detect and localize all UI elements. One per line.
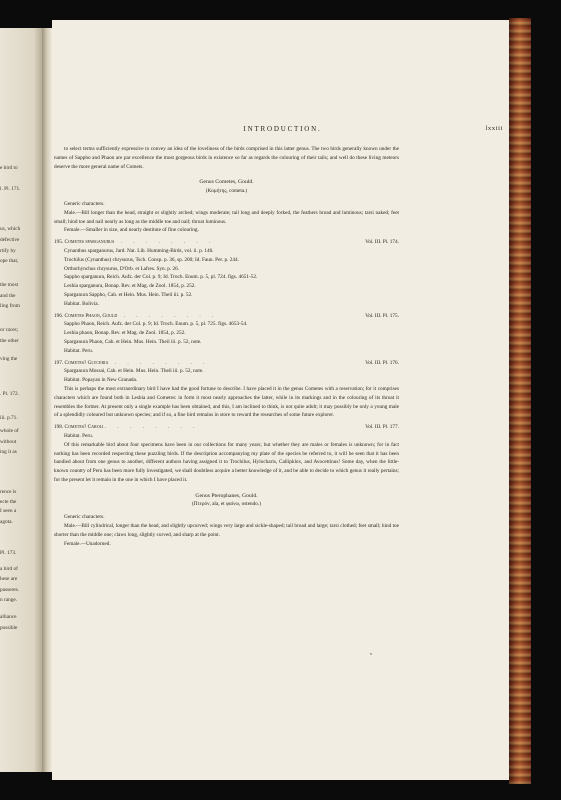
- generic-characters-label: Generic characters.: [64, 200, 105, 207]
- leader-dots: . . . . . . . .: [114, 239, 216, 246]
- margin-fragment: iii. p.71.: [0, 415, 18, 421]
- species-title: 195. Cometes sparganurus: [54, 239, 115, 246]
- left-page-fragment: [0, 28, 42, 772]
- synonym-line: Cynanthus sparganurus, Jard. Nat. Lib. Humming-Birds, vol. ii. p. 146.: [64, 247, 214, 254]
- synonym-line: Lesbia phaon, Bonap. Rev. et Mag. de Zool. 1854, p. 252.: [64, 330, 186, 337]
- species-entry: [54, 312, 399, 356]
- signature-mark: v: [370, 651, 373, 656]
- margin-fragment: rence is: [0, 489, 17, 495]
- margin-fragment: ecte the: [0, 499, 17, 505]
- habitat-line: Habitat. Bolivia.: [64, 300, 99, 307]
- genus-etymology-cometes: (Κομήτης, cometa.): [205, 188, 248, 195]
- synonym-line: Trochilus (Cynanthus) chrysurus, Tsch. Consp. p. 36, sp. 200; Id. Faun. Per. p. 244.: [64, 256, 239, 263]
- running-header: [54, 125, 511, 133]
- female-description: Female.—Smaller in size, and nearly destitute of fine colouring.: [64, 227, 199, 234]
- margin-fragment: us, which: [0, 226, 21, 232]
- species-title: 198. Cometes? Caroli: [54, 424, 104, 431]
- header-title: INTRODUCTION.: [243, 125, 322, 133]
- caroli-paragraph: Of this remarkable bird about four specimens have been in our collections for many years; but whether they are males or females is unknown; for in fact nothing has been recorded respecting these puzzling birds. If the description accompanying my plate of the species be referred to, it will be seen that it has been bandied about from one genus to another, different authors having assigned it to Trochilus, Hylocharis, Callipklox, and Avocettinus! Some day, when the little-known country of Peru has been more fully investigated, we shall doubtless acquire a better knowledge of it, and be able to decide to which genus it really pertains; for the present let it remain in the one in which I have placed it.: [54, 441, 399, 483]
- margin-fragment: ling from: [0, 303, 20, 309]
- margin-fragment: alliance: [0, 614, 17, 620]
- synonym-line: Sappho Phaon, Reich. Aufz. der Col. p. 9; Id. Troch. Enum. p. 5, pl. 725. figs. 4653-54.: [64, 321, 248, 328]
- margin-fragment: a bird of: [0, 566, 18, 572]
- genus-heading-cometes: Genus Cometes, Gould.: [199, 179, 254, 186]
- genus-etymology-pterophanes: (Πτερόν, ala, et φαίνω, ostendo.): [192, 501, 261, 508]
- margin-fragment: defective: [0, 237, 20, 243]
- main-text: [54, 145, 399, 548]
- genus-heading-pterophanes: Genus Pterophanes, Gould.: [195, 492, 258, 499]
- species-entry: [54, 359, 399, 385]
- synonym-line: Sparganura Sappho, Cab. et Hein. Mus. Hein. Theil iii. p. 52.: [64, 291, 193, 298]
- margin-fragment: Pl. 173.: [0, 550, 17, 556]
- margin-fragment: n range.: [0, 597, 18, 603]
- margin-fragment: I seen a: [0, 508, 17, 514]
- book-gutter: [42, 28, 52, 772]
- leader-dots: . . . . . . . .: [104, 424, 200, 431]
- habitat-line: Habitat. Popayan in New Granada.: [64, 377, 138, 384]
- margin-fragment: . Pl. 172.: [0, 391, 19, 397]
- margin-fragment: the other: [0, 338, 19, 344]
- margin-fragment: ope that,: [0, 258, 19, 264]
- plate-reference: Vol. III. Pl. 177.: [365, 424, 399, 431]
- synonym-line: Orthorhynchus chrysurus, D'Orb. et Lafres. Syn. p. 26.: [64, 265, 180, 272]
- synonym-line: Sparganura Mossai, Cab. et Hein. Mus. Hein. Theil iii. p. 52, note.: [64, 368, 204, 375]
- margin-fragment: hese are: [0, 576, 18, 582]
- margin-fragment: and the: [0, 293, 16, 299]
- generic-characters-label: Generic characters.: [64, 514, 105, 521]
- margin-fragment: rtify by: [0, 248, 16, 254]
- synonym-line: Lesbia sparganura, Bonap. Rev. et Mag. de Zool. 1854, p. 252.: [64, 283, 196, 290]
- page-number: lxxiii: [485, 125, 503, 132]
- margin-fragment: passeres.: [0, 587, 19, 593]
- leader-dots: . . . . . . . .: [108, 359, 210, 366]
- plate-reference: Vol. III. Pl. 176.: [365, 359, 399, 366]
- male-description: Male.—Bill longer than the head, straight or slightly arched; wings moderate; tail long and deeply forked, the feathers broad and luminous; tarsi naked; feet small; hind toe and nail nearly as long as the middle toe and nail; throat luminous.: [54, 209, 399, 225]
- synonym-line: Sparganura Phaon, Cab. et Hein. Mus. Hein. Theil iii. p. 52, note.: [64, 338, 202, 345]
- margin-fragment: l. Pl. 171.: [0, 186, 21, 192]
- habitat-line: Habitat. Peru.: [64, 432, 94, 439]
- book-edge: [509, 18, 531, 784]
- plate-reference: Vol. III. Pl. 175.: [365, 312, 399, 319]
- margin-fragment: or races;: [0, 327, 19, 333]
- male-description: Male.—Bill cylindrical, longer than the head, and slightly upcurved; wings very large and sickle-shaped; tail broad and large; tarsi clothed; feet small; hind toe shorter than the middle one; claws long, slightly curved, and sharp at the point.: [54, 523, 399, 538]
- plate-reference: Vol. III. Pl. 174.: [365, 239, 399, 246]
- margin-fragment: possible: [0, 625, 18, 631]
- margin-fragment: without: [0, 439, 17, 445]
- margin-fragment: agota.: [0, 519, 13, 525]
- species-entry: [54, 423, 399, 441]
- species-entry: [54, 238, 399, 308]
- margin-fragment: the most: [0, 282, 19, 288]
- habitat-line: Habitat. Peru.: [64, 347, 94, 354]
- margin-fragment: e bird to: [0, 165, 18, 171]
- leader-dots: . . . . . . . .: [117, 312, 219, 319]
- species-title: 196. Cometes Phaon, Gould: [54, 312, 118, 319]
- female-description: Female.—Unadorned.: [64, 540, 111, 547]
- margin-fragment: ing it as: [0, 449, 17, 455]
- glyceria-paragraph: This is perhaps the most extraordinary bird I have had the good fortune to describe. I have placed it in the genus Cometes with a reservation; for it comprises characters which are found both in Lesbia and Cometes: in form it most nearly approaches the latter, while in its markings and in the colouring of its throat it resembles the former. At present only a single example has been obtained, and this, I am inclined to think, is not quite adult; it may possibly be only a young male of a splendidly coloured but unknown species; and if so, a fine bird remains in store to reward the researches of some future explorer.: [54, 385, 399, 419]
- synonym-line: Sappho sparganura, Reich. Aufz. der Col. p. 9; Id. Troch. Enum. p. 5, pl. 724. figs. 4651-52.: [64, 274, 258, 281]
- margin-fragment: whole of: [0, 428, 19, 434]
- intro-paragraph: to select terms sufficiently expressive to convey an idea of the loveliness of the birds comprised in this latter genus. The two birds generally known under the names of Sappho and Phaon are par excellence the most gorgeous birds in existence so far as regards the colouring of their tails; and well do these living meteors deserve the more general name of Comets.: [54, 146, 399, 170]
- species-title: 197. Cometes? Glyceria: [54, 359, 109, 366]
- margin-fragment: ving the: [0, 356, 18, 362]
